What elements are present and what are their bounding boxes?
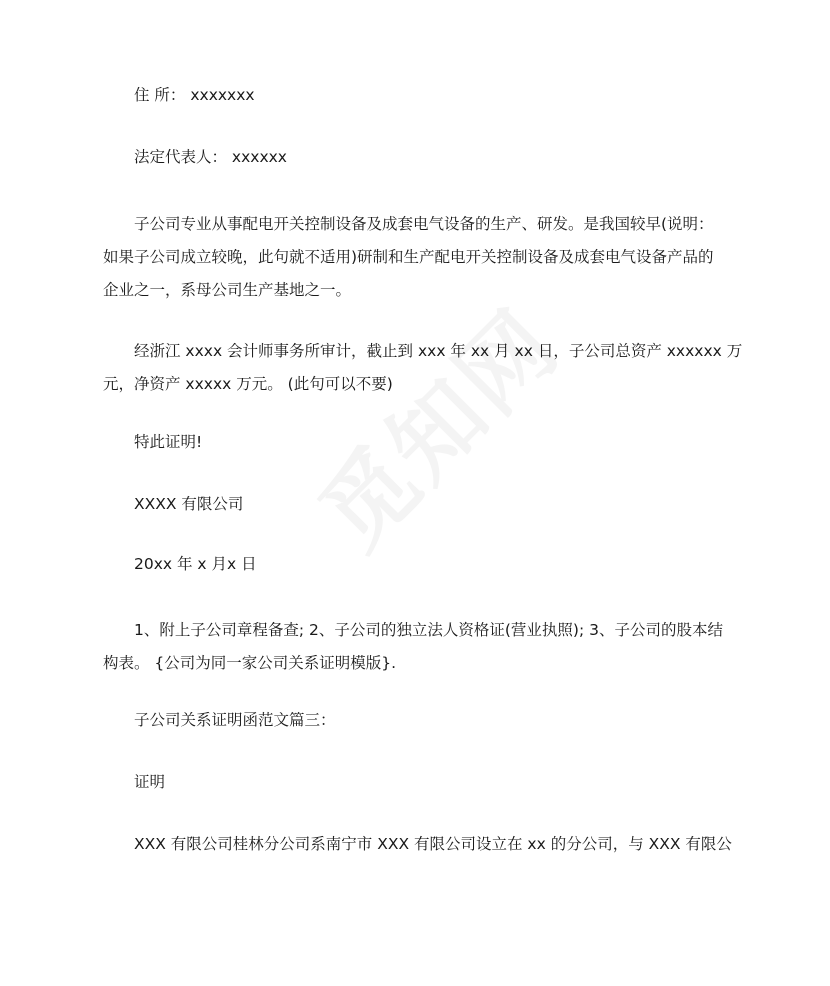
attachments-note [103,614,734,680]
paragraph-line: 元，净资产 xxxxx 万元。 (此句可以不要) [103,375,393,393]
paragraph-line: 1、附上子公司章程备查; 2、子公司的独立法人资格证(营业执照); 3、子公司的股本结 [134,621,723,639]
paragraph-line: 企业之一，系母公司生产基地之一。 [103,281,352,299]
certificate-heading: 证明 [134,773,166,791]
paragraph-line: 如果子公司成立较晚，此句就不适用)研制和生产配电开关控制设备及成套电气设备产品的 [103,248,714,266]
company-name: XXXX 有限公司 [134,495,244,513]
paragraph-audit [103,335,743,401]
legal-representative-line: 法定代表人： xxxxxx [134,148,287,166]
paragraph-line: 子公司专业从事配电开关控制设备及成套电气设备的生产、研发。是我国较早(说明： [134,215,714,233]
paragraph-branch: XXX 有限公司桂林分公司系南宁市 XXX 有限公司设立在 xx 的分公司，与 XXX 有限公 [134,835,732,853]
paragraph-line: 构表。 {公司为同一家公司关系证明模版}. [103,654,397,672]
address-line: 住 所： xxxxxxx [134,86,255,104]
paragraph-line: 经浙江 xxxx 会计师事务所审计，截止到 xxx 年 xx 月 xx 日，子公司总资产 xxxxxx 万 [134,342,743,360]
paragraph-business-scope [103,208,734,307]
hereby-certify: 特此证明! [134,433,203,451]
section-title: 子公司关系证明函范文篇三： [134,711,336,729]
document-date: 20xx 年 x 月x 日 [134,555,257,573]
